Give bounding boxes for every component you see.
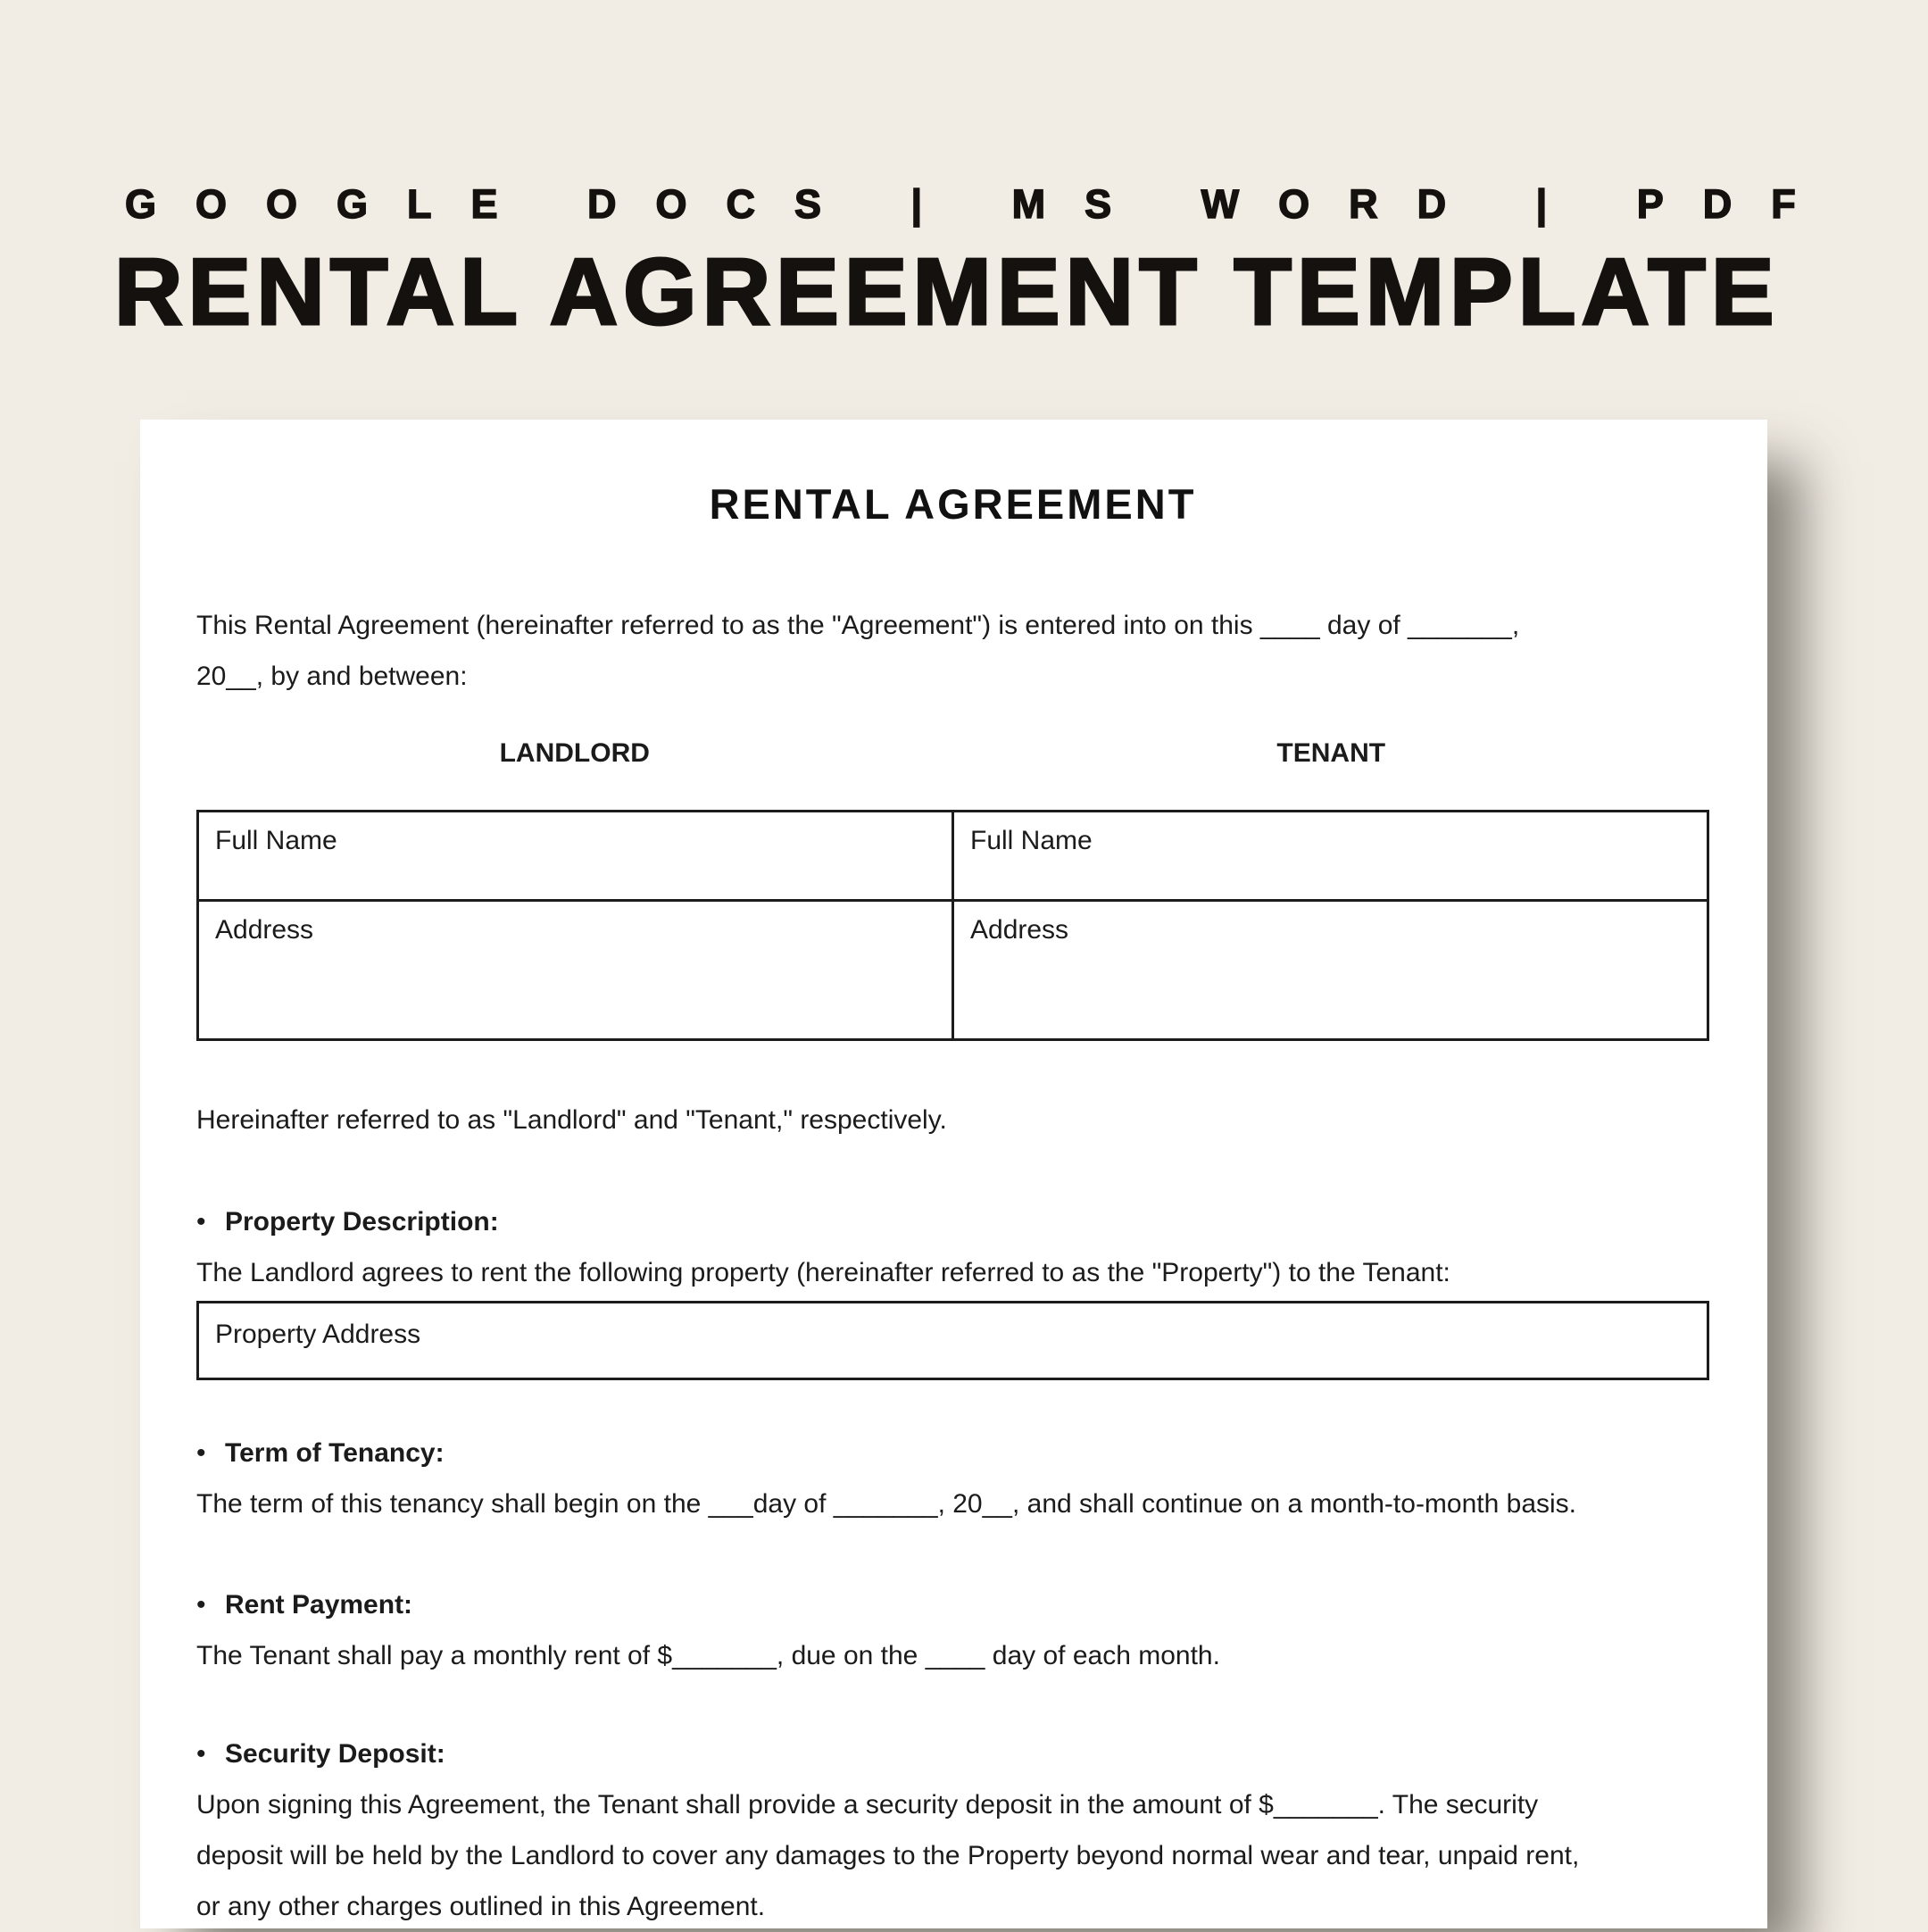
property-address-label: Property Address — [215, 1320, 421, 1349]
property-description-paragraph — [196, 1247, 1709, 1298]
section-heading-text: Security Deposit: — [225, 1739, 445, 1769]
intro-line-1: This Rental Agreement (hereinafter referred to as the "Agreement") is entered into on this ____ day of _______, — [196, 611, 1520, 640]
tenant-full-name-cell: Full Name — [953, 812, 1708, 901]
bullet-icon: • — [196, 1207, 206, 1237]
party-headers — [196, 728, 1709, 779]
landlord-header: LANDLORD — [499, 738, 650, 768]
section-heading-text: Rent Payment: — [225, 1590, 413, 1620]
landlord-address-cell: Address — [198, 901, 953, 1040]
landlord-full-name-cell: Full Name — [198, 812, 953, 901]
paragraph-line: The term of this tenancy shall begin on the ___day of _______, 20__, and shall continue on a month-to-month basis. — [196, 1489, 1577, 1519]
bullet-icon: • — [196, 1438, 206, 1468]
section-heading-property-description — [196, 1196, 1709, 1247]
rent-payment-paragraph — [196, 1630, 1709, 1681]
section-heading-text: Term of Tenancy: — [225, 1438, 445, 1468]
paragraph-line: deposit will be held by the Landlord to cover any damages to the Property beyond normal wear and tear, unpaid rent, — [196, 1841, 1580, 1870]
property-address-box — [196, 1301, 1709, 1380]
document-title: RENTAL AGREEMENT — [709, 480, 1197, 528]
tenant-address-cell: Address — [953, 901, 1708, 1040]
document-page — [140, 420, 1767, 1928]
section-heading-rent-payment — [196, 1579, 1709, 1630]
table-row-address — [198, 901, 1708, 1040]
section-heading-security-deposit — [196, 1728, 1709, 1779]
paragraph-line: Upon signing this Agreement, the Tenant shall provide a security deposit in the amount of $_______. The security — [196, 1790, 1539, 1820]
bullet-icon: • — [196, 1739, 206, 1769]
intro-line-2: 20__, by and between: — [196, 662, 468, 691]
tenant-header: TENANT — [1276, 738, 1386, 768]
banner-formats-line: GOOGLE DOCS | MS WORD | PDF — [125, 181, 1835, 227]
paragraph-line: The Landlord agrees to rent the following property (hereinafter referred to as the "Property") to the Tenant: — [196, 1258, 1450, 1287]
table-row-full-name — [198, 812, 1708, 901]
bullet-icon: • — [196, 1590, 206, 1620]
paragraph-line: or any other charges outlined in this Agreement. — [196, 1892, 766, 1921]
parties-table — [196, 810, 1709, 1041]
hereinafter-note: Hereinafter referred to as "Landlord" and "Tenant," respectively. — [196, 1105, 947, 1135]
security-deposit-paragraph — [196, 1779, 1709, 1932]
banner-title-line: RENTAL AGREEMENT TEMPLATE — [114, 239, 1780, 345]
term-of-tenancy-paragraph — [196, 1478, 1709, 1529]
intro-paragraph — [196, 600, 1709, 702]
section-heading-term-of-tenancy — [196, 1428, 1709, 1478]
paragraph-line: The Tenant shall pay a monthly rent of $_______, due on the ____ day of each month. — [196, 1641, 1220, 1670]
section-heading-text: Property Description: — [225, 1207, 499, 1237]
